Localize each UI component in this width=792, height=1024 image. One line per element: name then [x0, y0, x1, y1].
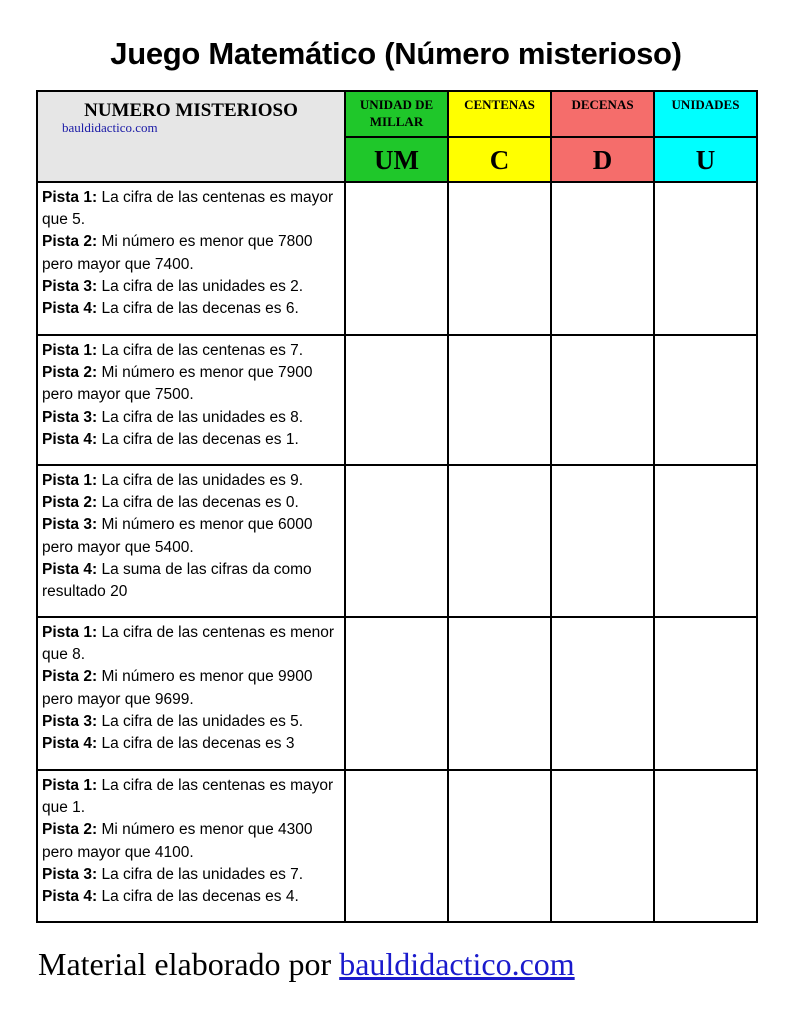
header-row-names: [37, 91, 757, 137]
clue: [42, 340, 340, 362]
clue-text: La cifra de las decenas es 0.: [97, 494, 299, 512]
answer-cell-um[interactable]: [345, 335, 448, 465]
answer-cell-c[interactable]: [448, 182, 551, 335]
clue-text: La cifra de las unidades es 9.: [97, 472, 304, 489]
answer-cell-c[interactable]: [448, 465, 551, 617]
clue-cell: [37, 335, 345, 465]
clue: [42, 231, 340, 275]
clue-cell: [37, 617, 345, 770]
clue: [42, 711, 340, 733]
clue-label: Pista 1:: [42, 472, 98, 489]
footer-credit: [38, 946, 575, 983]
clue-text: La suma de las cifras da como resultado 20: [42, 560, 312, 601]
clue: [42, 362, 340, 406]
answer-cell-um[interactable]: [345, 770, 448, 922]
clue-text: La cifra de las unidades es 5.: [97, 712, 304, 730]
clue-text: La cifra de las unidades es 2.: [97, 277, 304, 295]
puzzle-row: [37, 465, 757, 617]
clue: [42, 407, 340, 429]
clue-label: Pista 1:: [42, 342, 98, 359]
answer-cell-u[interactable]: [654, 182, 757, 335]
column-name-c: CENTENAS: [448, 91, 551, 137]
clue-text: La cifra de las centenas es mayor que 5.: [42, 189, 334, 229]
clue-text: La cifra de las unidades es 8.: [97, 408, 304, 426]
clue: [42, 298, 340, 320]
clue-label: Pista 2:: [42, 668, 98, 686]
clue-label: Pista 2:: [42, 821, 98, 839]
clue: [42, 775, 340, 819]
answer-cell-d[interactable]: [551, 770, 654, 922]
answer-cell-c[interactable]: [448, 617, 551, 770]
clue-text: Mi número es menor que 9900 pero mayor que 9699.: [42, 668, 313, 708]
clue-text: La cifra de las centenas es menor que 8.: [42, 624, 335, 664]
corner-site: bauldidactico.com: [62, 120, 158, 135]
column-name-d: DECENAS: [551, 91, 654, 137]
footer-prefix: Material elaborado por: [38, 946, 340, 982]
clue-text: La cifra de las decenas es 3: [97, 735, 295, 753]
clue: [42, 470, 340, 492]
answer-cell-c[interactable]: [448, 335, 551, 465]
page-title: Juego Matemático (Número misterioso): [110, 36, 682, 71]
column-symbol-um: UM: [345, 137, 448, 182]
clue-label: Pista 4:: [42, 300, 98, 318]
clue-label: Pista 3:: [42, 408, 98, 426]
column-symbol-u: U: [654, 137, 757, 182]
clue: [42, 187, 340, 231]
answer-cell-um[interactable]: [345, 182, 448, 335]
answer-cell-c[interactable]: [448, 770, 551, 922]
clue: [42, 886, 340, 908]
answer-cell-um[interactable]: [345, 617, 448, 770]
clue: [42, 733, 340, 755]
clue-text: La cifra de las unidades es 7.: [97, 865, 304, 883]
clue-label: Pista 3:: [42, 277, 98, 295]
answer-cell-d[interactable]: [551, 335, 654, 465]
clue: [42, 514, 340, 558]
clue-label: Pista 4:: [42, 888, 98, 906]
clue-label: Pista 2:: [42, 233, 98, 251]
clue: [42, 622, 340, 666]
clue-cell: [37, 182, 345, 335]
puzzle-row: [37, 335, 757, 465]
clue-cell: [37, 770, 345, 922]
puzzle-row: [37, 182, 757, 335]
clue-text: La cifra de las decenas es 1.: [97, 430, 299, 448]
clue: [42, 429, 340, 451]
answer-cell-um[interactable]: [345, 465, 448, 617]
clue-label: Pista 4:: [42, 560, 98, 578]
clue: [42, 492, 340, 514]
clue-label: Pista 2:: [42, 364, 98, 382]
clue-text: Mi número es menor que 7800 pero mayor que 7400.: [42, 233, 313, 273]
clue-label: Pista 4:: [42, 430, 98, 448]
clue-text: La cifra de las centenas es 7.: [97, 342, 304, 359]
clue-label: Pista 2:: [42, 494, 98, 512]
answer-cell-u[interactable]: [654, 617, 757, 770]
answer-cell-d[interactable]: [551, 465, 654, 617]
answer-cell-u[interactable]: [654, 335, 757, 465]
clue-cell: [37, 465, 345, 617]
answer-cell-u[interactable]: [654, 465, 757, 617]
clue-label: Pista 3:: [42, 516, 98, 534]
column-name-um: UNIDAD DE MILLAR: [345, 91, 448, 137]
answer-cell-u[interactable]: [654, 770, 757, 922]
clue-label: Pista 1:: [42, 189, 98, 206]
clue-text: Mi número es menor que 6000 pero mayor que 5400.: [42, 516, 313, 556]
clue-label: Pista 3:: [42, 712, 98, 730]
answer-cell-d[interactable]: [551, 182, 654, 335]
clue: [42, 276, 340, 298]
clue: [42, 666, 340, 710]
clue-label: Pista 3:: [42, 865, 98, 883]
footer-link[interactable]: bauldidactico.com: [339, 946, 575, 982]
clue: [42, 819, 340, 863]
column-name-u: UNIDADES: [654, 91, 757, 137]
clue-label: Pista 4:: [42, 735, 98, 753]
clue-text: La cifra de las decenas es 4.: [97, 888, 299, 906]
clue: [42, 864, 340, 886]
clue-text: Mi número es menor que 4300 pero mayor que 4100.: [42, 821, 313, 861]
puzzle-row: [37, 617, 757, 770]
column-symbol-d: D: [551, 137, 654, 182]
clue: [42, 559, 340, 603]
clue-text: Mi número es menor que 7900 pero mayor que 7500.: [42, 364, 313, 404]
clue-label: Pista 1:: [42, 777, 98, 794]
clue-text: La cifra de las centenas es mayor que 1.: [42, 777, 334, 817]
header-corner-cell: [37, 91, 345, 182]
column-symbol-c: C: [448, 137, 551, 182]
clue-label: Pista 1:: [42, 624, 98, 641]
puzzle-row: [37, 770, 757, 922]
mystery-number-table: [36, 90, 758, 923]
corner-title: NUMERO MISTERIOSO: [84, 100, 298, 121]
answer-cell-d[interactable]: [551, 617, 654, 770]
clue-text: La cifra de las decenas es 6.: [97, 300, 299, 318]
